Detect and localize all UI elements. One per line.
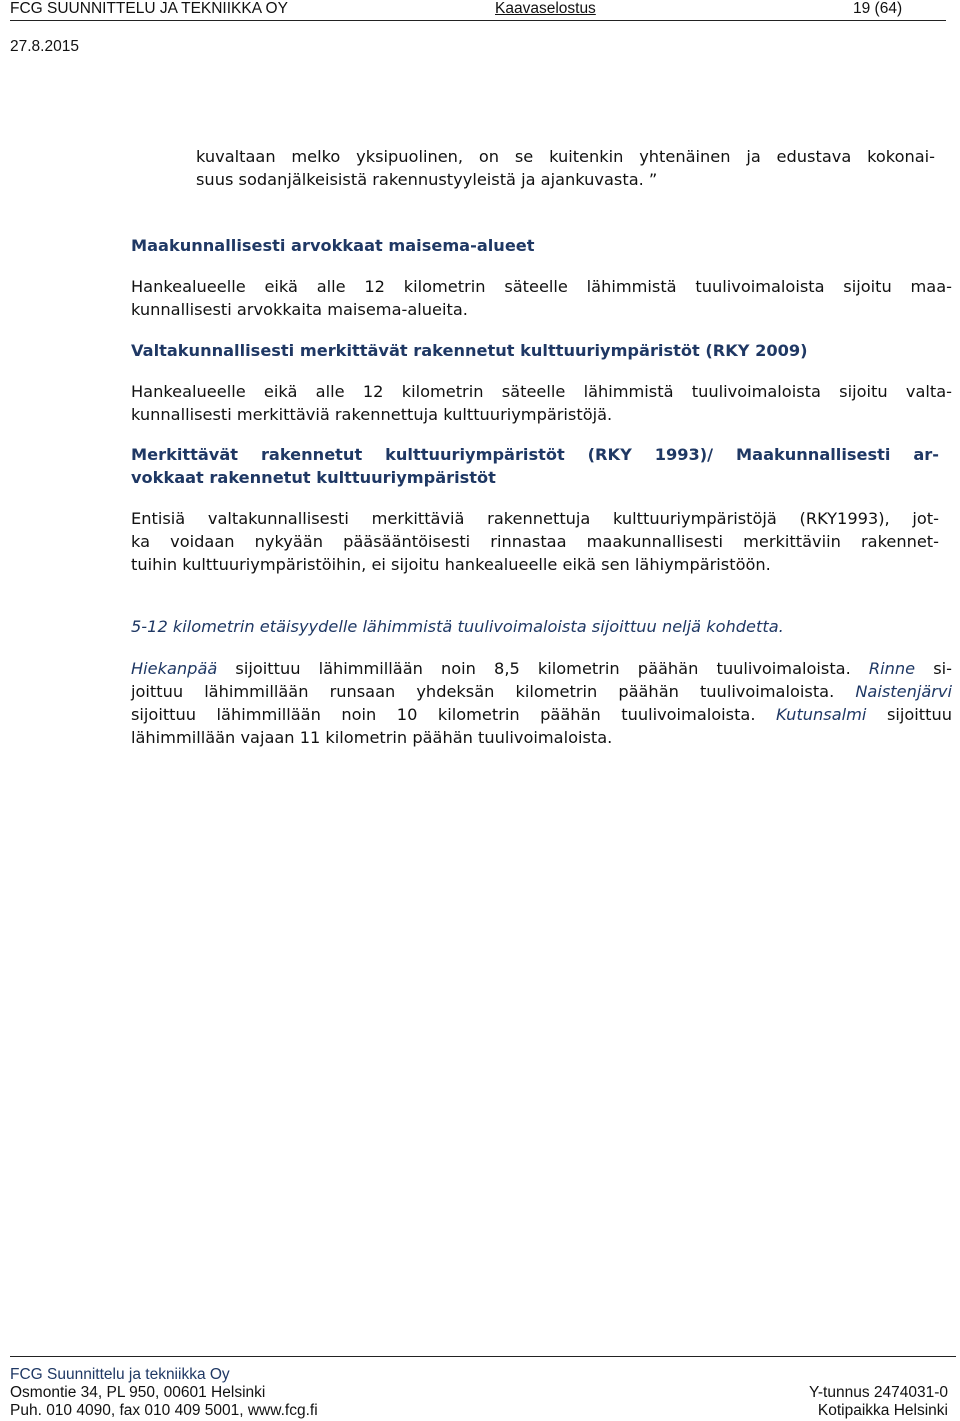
- section4-line-1: [131, 658, 952, 681]
- footer-contact: Puh. 010 4090, fax 010 409 5001, www.fcg.fi: [10, 1402, 318, 1419]
- footer-domicile: Kotipaikka Helsinki: [817, 1402, 948, 1419]
- section4-line-3-text: sijoittuu lähimmillään noin 10 kilometrin päähän tuulivoimaloista.: [131, 705, 776, 724]
- site-name-hiekanpaa: Hiekanpää: [131, 659, 218, 678]
- section1-line-1: Hankealueelle eikä alle 12 kilometrin säteelle lähimmistä tuulivoimaloista sijoitu maa-: [131, 277, 952, 296]
- section4-line-2-text: joittuu lähimmillään runsaan yhdeksän kilometrin päähän tuulivoimaloista.: [131, 682, 856, 701]
- site-name-naistenjarvi: Naistenjärvi: [855, 682, 952, 701]
- footer-company: FCG Suunnittelu ja tekniikka Oy: [10, 1366, 230, 1383]
- section1-line-2: kunnallisesti arvokkaita maisema-alueita.: [131, 300, 468, 319]
- section2-line-1: Hankealueelle eikä alle 12 kilometrin säteelle lähimmistä tuulivoimaloista sijoitu valta-: [131, 382, 952, 401]
- section3-line-2: ka voidaan nykyään pääsääntöisesti rinnastaa maakunnallisesti merkittäviin rakennet-: [131, 532, 939, 551]
- header-divider: [10, 20, 946, 21]
- intro-line-1: kuvaltaan melko yksipuolinen, on se kuitenkin yhtenäinen ja edustava kokonai-: [196, 147, 935, 166]
- footer-address: Osmontie 34, PL 950, 00601 Helsinki: [10, 1384, 266, 1401]
- header-date: 27.8.2015: [10, 38, 79, 55]
- footer-divider: [10, 1356, 956, 1357]
- section-heading-rky-2009: Valtakunnallisesti merkittävät rakennetut kulttuuriympäristöt (RKY 2009): [131, 341, 808, 360]
- section4-line-3: [131, 704, 952, 727]
- header-document-type: Kaavaselostus: [495, 0, 596, 17]
- section-heading-nearby-sites: 5-12 kilometrin etäisyydelle lähimmistä tuulivoimaloista sijoittuu neljä kohdetta.: [131, 617, 784, 636]
- section3-line-1: Entisiä valtakunnallisesti merkittäviä rakennettuja kulttuuriympäristöjä (RKY1993), jot-: [131, 509, 939, 528]
- site-name-kutunsalmi: Kutunsalmi: [776, 705, 867, 724]
- header-company: FCG SUUNNITTELU JA TEKNIIKKA OY: [10, 0, 288, 17]
- section4-line-4: lähimmillään vajaan 11 kilometrin päähän tuulivoimaloista.: [131, 728, 613, 747]
- header-page-number: 19 (64): [853, 0, 903, 17]
- section-heading-rky-1993-line-1: Merkittävät rakennetut kulttuuriympäristöt (RKY 1993)/ Maakunnallisesti ar-: [131, 445, 939, 464]
- section-heading-rky-1993-line-2: vokkaat rakennetut kulttuuriympäristöt: [131, 468, 496, 487]
- footer-business-id: Y-tunnus 2474031-0: [808, 1384, 948, 1401]
- section4-line-1-end: si-: [915, 659, 953, 678]
- intro-line-2: suus sodanjälkeisistä rakennustyyleistä ja ajankuvasta. ”: [196, 170, 658, 189]
- site-name-rinne: Rinne: [868, 659, 916, 678]
- section4-line-1-text: sijoittuu lähimmillään noin 8,5 kilometrin päähän tuulivoimaloista.: [217, 659, 869, 678]
- section3-line-3: tuihin kulttuuriympäristöihin, ei sijoitu hankealueelle eikä sen lähiympäristöön.: [131, 555, 771, 574]
- section4-line-2: [131, 681, 952, 704]
- section4-line-3-end: sijoittuu: [866, 705, 952, 724]
- section-heading-landscape-areas: Maakunnallisesti arvokkaat maisema-alueet: [131, 236, 535, 255]
- section2-line-2: kunnallisesti merkittäviä rakennettuja kulttuuriympäristöjä.: [131, 405, 613, 424]
